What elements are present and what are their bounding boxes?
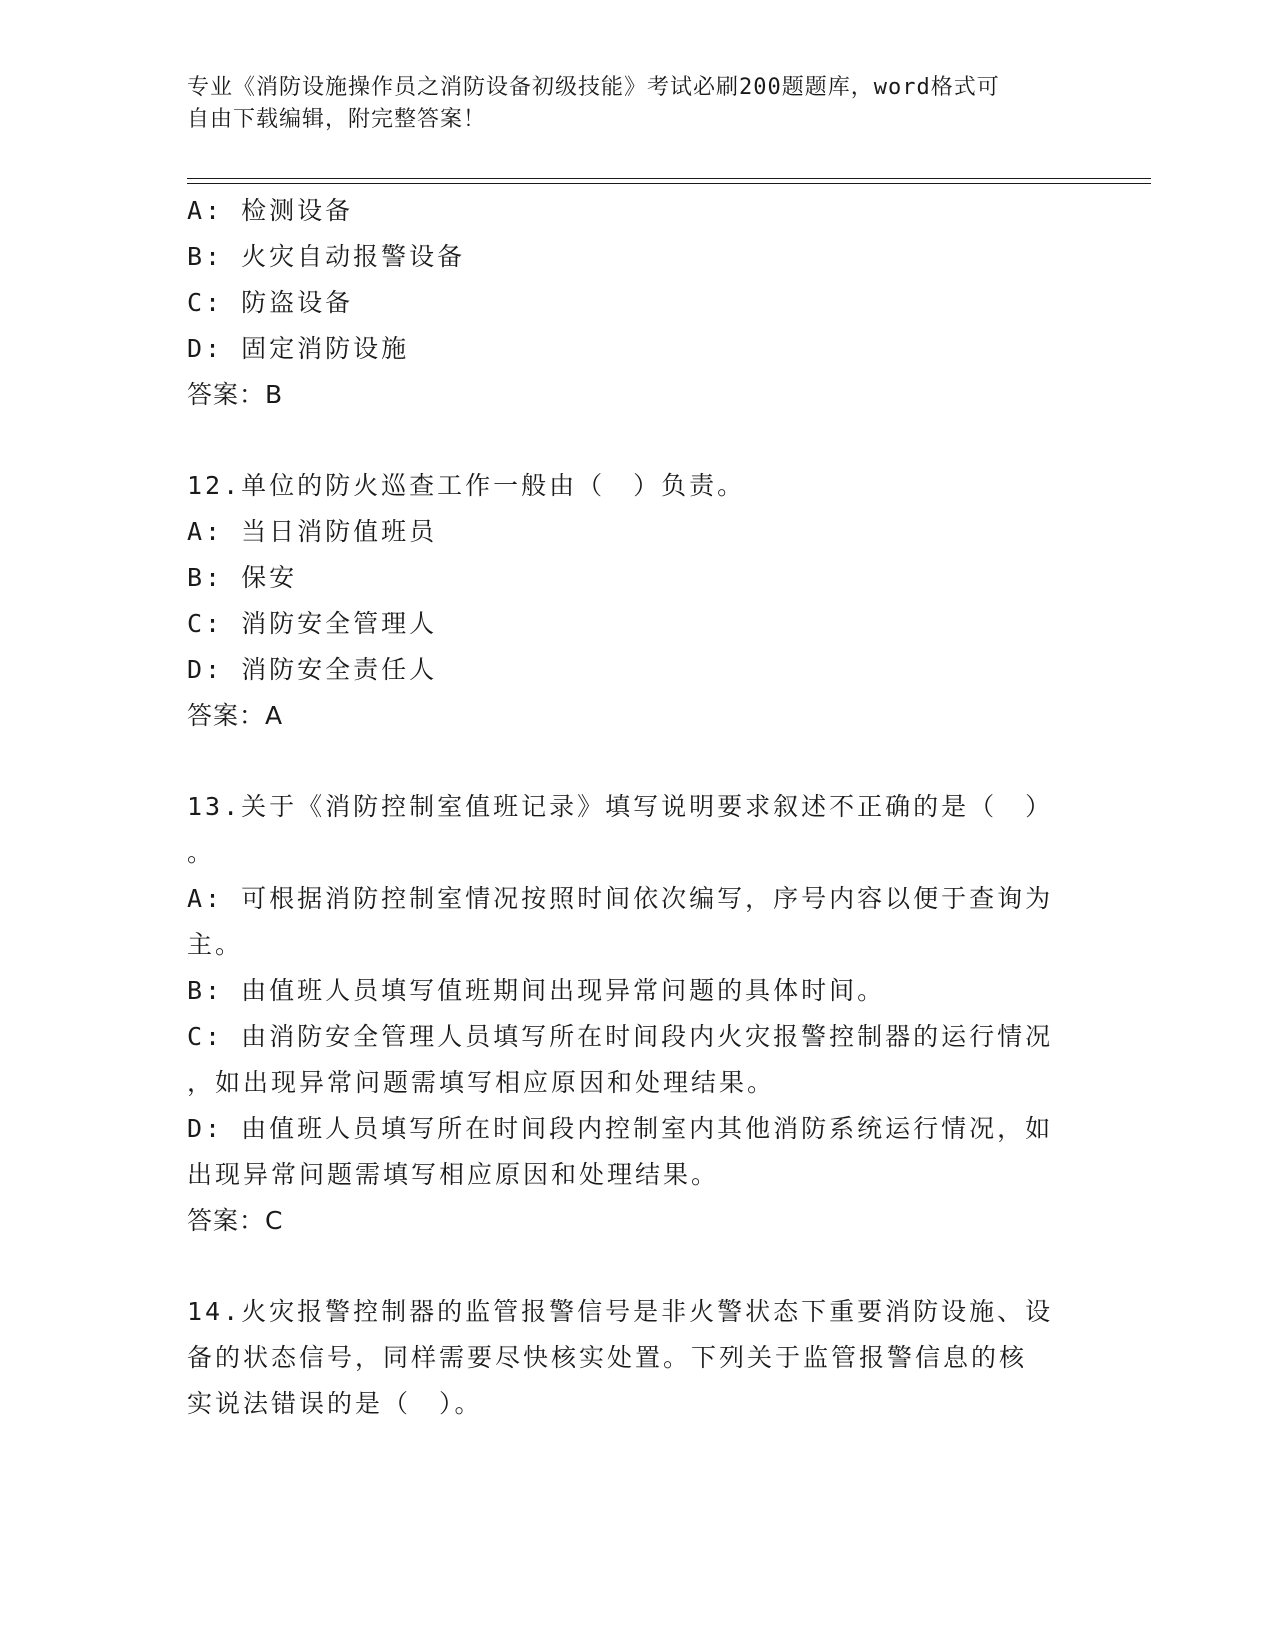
option-c: C: 防盗设备 [187, 288, 354, 317]
header-divider-top [187, 178, 1151, 179]
question-13 [187, 784, 1067, 1244]
question-stem-continued: 。 [187, 838, 216, 867]
spacer [187, 1244, 1067, 1289]
header-line-1: 专业《消防设施操作员之消防设备初级技能》考试必刷200题题库，word格式可 [187, 75, 1000, 100]
option-c: C: 消防安全管理人 [187, 609, 438, 638]
option-a-continued: 主。 [187, 930, 244, 959]
question-list [187, 188, 1067, 1427]
spacer [187, 739, 1067, 784]
header-line-2: 自由下载编辑，附完整答案！ [187, 107, 487, 132]
option-b: B: 由值班人员填写值班期间出现异常问题的具体时间。 [187, 976, 886, 1005]
option-d-continued: 出现异常问题需填写相应原因和处理结果。 [187, 1160, 720, 1189]
option-c: C: 由消防安全管理人员填写所在时间段内火灾报警控制器的运行情况 [187, 1022, 1054, 1051]
answer: 答案：A [187, 701, 284, 730]
question-stem: 12.单位的防火巡查工作一般由（ ）负责。 [187, 471, 746, 500]
question-14 [187, 1289, 1067, 1427]
header-divider-bottom [187, 183, 1151, 184]
option-b: B: 火灾自动报警设备 [187, 242, 466, 271]
option-d: D: 固定消防设施 [187, 334, 410, 363]
option-a: A: 检测设备 [187, 196, 354, 225]
option-a: A: 当日消防值班员 [187, 517, 438, 546]
document-header [187, 72, 1067, 136]
option-b: B: 保安 [187, 563, 298, 592]
option-d: D: 消防安全责任人 [187, 655, 438, 684]
spacer [187, 418, 1067, 463]
answer: 答案：B [187, 380, 284, 409]
question-stem-continued: 实说法错误的是（ ）。 [187, 1389, 483, 1418]
question-12 [187, 463, 1067, 739]
question-stem: 13.关于《消防控制室值班记录》填写说明要求叙述不正确的是（ ） [187, 792, 1054, 821]
answer: 答案：C [187, 1206, 284, 1235]
question-stem-continued: 备的状态信号，同样需要尽快核实处置。下列关于监管报警信息的核 [187, 1343, 1028, 1372]
option-a: A: 可根据消防控制室情况按照时间依次编写，序号内容以便于查询为 [187, 884, 1054, 913]
question-11 [187, 188, 1067, 418]
option-c-continued: ，如出现异常问题需填写相应原因和处理结果。 [187, 1068, 776, 1097]
question-stem: 14.火灾报警控制器的监管报警信号是非火警状态下重要消防设施、设 [187, 1297, 1054, 1326]
option-d: D: 由值班人员填写所在时间段内控制室内其他消防系统运行情况，如 [187, 1114, 1054, 1143]
